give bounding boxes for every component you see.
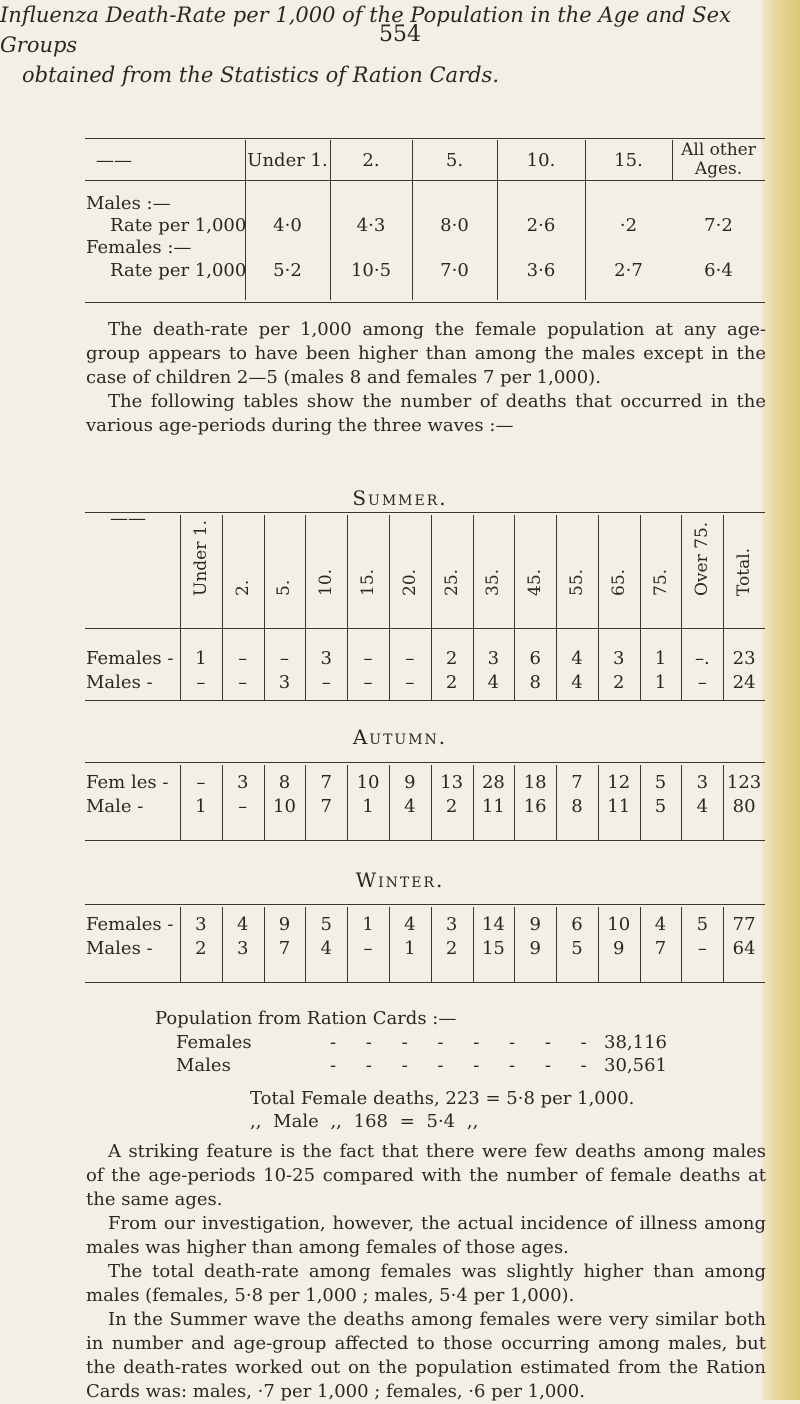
females-heading: Females :— [86,237,192,258]
autumn-column-rule [264,765,265,840]
winter-cell: 7 [278,938,291,959]
summer-column-rule [389,515,390,700]
autumn-cell: – [238,796,248,817]
autumn-cell: 10 [356,772,380,793]
summer-cell: – [196,672,206,693]
age-header: 15. [358,568,379,596]
closing-paragraphs [86,1140,766,1404]
age-header: 55. [566,568,587,596]
rate-col-header: Under 1. [247,150,328,171]
autumn-cell: 11 [607,796,631,817]
autumn-cell: 4 [696,796,709,817]
closing-paragraph-4: In the Summer wave the deaths among females were very similar both in number and age-group affected to those occurring among males, but the death-rates worked out on the population estimated from the Ration Cards was: males, ·7 per 1,000 ; females, ·6 per 1,000. [86,1309,766,1402]
winter-cell: 6 [571,914,583,935]
winter-column-rule [305,907,306,982]
autumn-cell: 7 [320,772,332,793]
paragraph-2: The following tables show the number of deaths that occurred in the various age-periods during the three waves :— [86,391,766,436]
males-row-label: Rate per 1,000 [110,215,247,236]
autumn-row-label: Male - [86,796,144,817]
winter-cell: 5 [571,938,583,959]
summer-cell: – [697,672,707,693]
autumn-column-rule [180,765,181,840]
summer-cell: –. [694,648,710,669]
male-rate-cell: 7·2 [704,215,733,236]
winter-cell: 14 [481,914,505,935]
winter-column-rule [180,907,181,982]
winter-cell: 1 [362,914,374,935]
summer-column-rule [264,515,265,700]
summer-row-label: Males - [86,672,153,693]
rate-col-header: All other Ages. [681,140,756,179]
autumn-cell: 18 [523,772,547,793]
autumn-column-rule [723,765,724,840]
rate-table-column-rule [672,140,673,180]
winter-column-rule [347,907,348,982]
summer-cell: 24 [732,672,756,693]
rate-table-bottom-rule [85,302,765,303]
winter-cell: – [363,938,373,959]
rate-col-header: 5. [445,150,464,171]
summer-cell: 8 [529,672,541,693]
autumn-cell: 10 [273,796,296,817]
population-females-value: 38,116 [604,1032,667,1053]
autumn-cell: 16 [523,796,547,817]
winter-cell: – [697,938,707,959]
population-heading: Population from Ration Cards :— [155,1008,457,1029]
autumn-column-rule [473,765,474,840]
summer-row-label: Females - [86,648,174,669]
rate-table-corner: —— [96,150,132,171]
autumn-row-label: Fem les - [86,772,169,793]
winter-cell: 4 [320,938,332,959]
winter-column-rule [431,907,432,982]
rate-col-header: 15. [614,150,643,171]
rate-table-column-rule [412,140,413,300]
winter-column-rule [640,907,641,982]
age-header: 20. [399,568,420,596]
summer-column-rule [514,515,515,700]
winter-cell: 64 [732,938,756,959]
rate-table-column-rule [585,140,586,300]
summer-cell: – [238,648,248,669]
female-rate-cell: 7·0 [440,260,469,281]
winter-row-label: Females - [86,914,174,935]
winter-column-rule [264,907,265,982]
closing-paragraph-2: From our investigation, however, the actual incidence of illness among males was higher than among females of those ages. [86,1213,766,1258]
autumn-column-rule [305,765,306,840]
autumn-column-rule [431,765,432,840]
summer-cell: – [405,672,415,693]
rate-table-top-rule [85,138,765,139]
autumn-cell: 80 [732,796,756,817]
female-deaths-line: Total Female deaths, 223 = 5·8 per 1,000. [250,1088,635,1109]
summer-column-rule [305,515,306,700]
autumn-column-rule [347,765,348,840]
male-rate-cell: 4·3 [356,215,386,236]
winter-cell: 10 [607,914,631,935]
winter-column-rule [514,907,515,982]
winter-column-rule [222,907,223,982]
age-header: Under 1. [190,520,211,596]
autumn-cell: 13 [440,772,464,793]
autumn-cell: 28 [481,772,505,793]
summer-cell: – [279,648,289,669]
population-males-value: 30,561 [604,1055,667,1076]
summer-cell: – [363,672,373,693]
autumn-column-rule [514,765,515,840]
age-header: 65. [608,568,629,596]
rate-table-column-rule [330,140,331,300]
winter-column-rule [598,907,599,982]
winter-cell: 5 [696,914,709,935]
winter-cell: 9 [613,938,625,959]
female-rate-cell: 2·7 [614,260,643,281]
age-header: 2. [232,579,253,596]
autumn-column-rule [640,765,641,840]
summer-cell: – [405,648,415,669]
winter-top-rule [85,904,765,905]
population-males-dots: - - - - - - - - [330,1055,587,1076]
autumn-column-rule [598,765,599,840]
winter-cell: 3 [236,938,249,959]
summer-top-rule [85,512,765,513]
age-header: 25. [441,568,462,596]
summer-column-rule [723,515,724,700]
summer-cell: – [363,648,373,669]
autumn-column-rule [681,765,682,840]
title-line-1: Influenza Death-Rate per 1,000 of the Population in the Age and Sex Groups [0,3,731,57]
males-heading: Males :— [86,193,171,214]
rate-table-column-rule [497,140,498,300]
title-line-2: obtained from the Statistics of Ration Cards. [22,63,500,87]
autumn-cell: 7 [571,772,583,793]
summer-column-rule [473,515,474,700]
female-rate-cell: 6·4 [704,260,733,281]
summer-cell: 1 [654,672,667,693]
winter-column-rule [723,907,724,982]
rate-col-header: 2. [362,150,380,171]
winter-column-rule [473,907,474,982]
age-header: 35. [483,568,504,596]
summer-cell: 4 [487,672,500,693]
autumn-cell: 5 [654,772,667,793]
population-females-label: Females [176,1032,252,1053]
winter-cell: 4 [654,914,667,935]
summer-cell: 3 [487,648,500,669]
page-edge [762,0,800,1400]
summer-cell: 4 [571,648,583,669]
summer-column-rule [681,515,682,700]
page-number: 554 [379,22,421,47]
autumn-cell: 2 [445,796,458,817]
summer-cell: 3 [613,648,625,669]
summer-cell: 2 [445,648,458,669]
male-rate-cell: 2·6 [526,215,556,236]
summer-bottom-rule [85,700,765,701]
winter-column-rule [681,907,682,982]
rate-table-header-rule [85,180,765,181]
summer-corner: —— [110,508,146,529]
age-header: 45. [525,568,546,596]
summer-column-rule [556,515,557,700]
autumn-column-rule [222,765,223,840]
summer-heading: Summer. [352,486,448,510]
autumn-cell: 8 [571,796,583,817]
summer-cell: – [238,672,248,693]
winter-cell: 9 [529,914,541,935]
winter-bottom-rule [85,982,765,983]
summer-header-rule [85,628,765,629]
winter-cell: 2 [445,938,458,959]
summer-cell: 2 [445,672,458,693]
winter-heading: Winter. [355,868,445,892]
summer-column-rule [222,515,223,700]
age-header: 10. [316,568,337,596]
autumn-top-rule [85,762,765,763]
autumn-cell: 4 [404,796,416,817]
age-header: Over 75. [692,521,713,596]
autumn-cell: – [196,772,206,793]
summer-column-rule [347,515,348,700]
summer-column-rule [598,515,599,700]
winter-column-rule [389,907,390,982]
winter-cell: 4 [404,914,416,935]
intro-paragraphs [86,318,766,438]
summer-cell: 3 [278,672,291,693]
winter-cell: 1 [404,938,416,959]
female-rate-cell: 5·2 [273,260,302,281]
male-rate-cell: 4·0 [273,215,302,236]
autumn-heading: Autumn. [352,725,448,749]
summer-cell: 1 [654,648,667,669]
winter-cell: 7 [654,938,667,959]
male-rate-cell: ·2 [619,215,638,236]
autumn-cell: 5 [654,796,667,817]
autumn-column-rule [389,765,390,840]
autumn-cell: 11 [481,796,505,817]
summer-cell: 4 [571,672,583,693]
winter-row-label: Males - [86,938,153,959]
autumn-bottom-rule [85,840,765,841]
summer-cell: 1 [195,648,207,669]
autumn-cell: 8 [278,772,291,793]
male-deaths-line: ,, Male ,, 168 = 5·4 ,, [250,1111,479,1132]
age-header: 75. [650,568,671,596]
summer-column-rule [431,515,432,700]
winter-cell: 2 [195,938,207,959]
winter-cell: 9 [529,938,541,959]
autumn-cell: 1 [195,796,207,817]
winter-cell: 9 [278,914,291,935]
autumn-cell: 9 [404,772,416,793]
summer-column-rule [180,515,181,700]
autumn-cell: 3 [696,772,709,793]
rate-col-header: 10. [526,150,556,171]
summer-cell: – [321,672,331,693]
autumn-cell: 1 [362,796,374,817]
autumn-column-rule [556,765,557,840]
autumn-cell: 7 [320,796,332,817]
closing-paragraph-1: A striking feature is the fact that there were few deaths among males of the age-periods 10-25 compared with the number of female deaths at the same ages. [86,1141,766,1210]
summer-cell: 3 [320,648,332,669]
population-females-dots: - - - - - - - - [330,1032,587,1053]
paragraph-1: The death-rate per 1,000 among the female population at any age-group appears to have been higher than among the males except in the case of children 2—5 (males 8 and females 7 per 1,000). [86,319,766,388]
population-males-label: Males [176,1055,231,1076]
winter-cell: 3 [445,914,458,935]
age-header: Total. [734,547,755,596]
female-rate-cell: 10·5 [350,260,392,281]
winter-column-rule [556,907,557,982]
summer-column-rule [640,515,641,700]
female-rate-cell: 3·6 [526,260,556,281]
winter-cell: 4 [236,914,249,935]
females-row-label: Rate per 1,000 [110,260,247,281]
winter-cell: 3 [195,914,207,935]
summer-cell: 23 [732,648,756,669]
autumn-cell: 3 [236,772,249,793]
closing-paragraph-3: The total death-rate among females was slightly higher than among males (females, 5·8 per 1,000 ; males, 5·4 per 1,000). [86,1261,766,1306]
autumn-cell: 12 [607,772,631,793]
autumn-cell: 123 [726,772,762,793]
summer-cell: 2 [613,672,625,693]
male-rate-cell: 8·0 [440,215,469,236]
summer-cell: 6 [529,648,541,669]
winter-cell: 5 [320,914,332,935]
age-header: 5. [274,579,295,596]
winter-cell: 77 [732,914,756,935]
winter-cell: 15 [481,938,505,959]
